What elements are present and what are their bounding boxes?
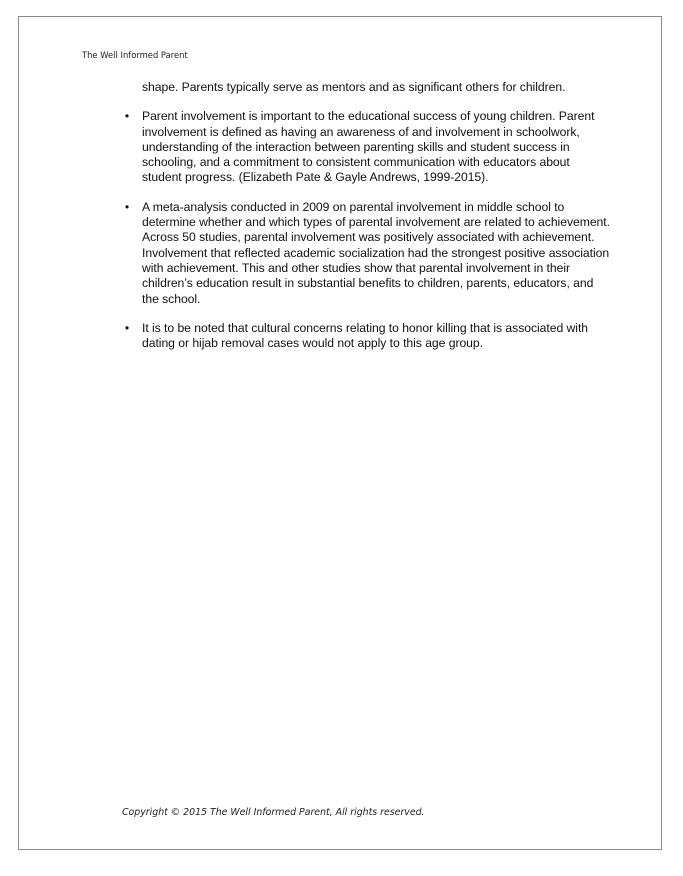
bullet-item — [124, 109, 612, 185]
bullet-icon: • — [124, 320, 130, 335]
bullet-text: Parent involvement is important to the educational success of young children. Parent involvement is defined as having an awareness of and involvement in schoolwork, understanding of the interaction between parenting skills and student success in schooling, and a commitment to consistent communication with educators about student progress. (Elizabeth Pate & Gayle Andrews, 1999-2015). — [142, 109, 595, 185]
document-page — [18, 16, 662, 850]
continuation-paragraph: shape. Parents typically serve as mentors and as significant others for children. — [142, 80, 566, 94]
bullet-item — [124, 199, 612, 307]
bullet-text: It is to be noted that cultural concerns relating to honor killing that is associated with dating or hijab removal cases would not apply to this age group. — [142, 320, 589, 351]
bullet-icon: • — [124, 109, 130, 124]
bullet-text: A meta-analysis conducted in 2009 on parental involvement in middle school to determine whether and which types of parental involvement are related to achievement. Across 50 studies, parental involvement was positively associated with achievement. Involvement that reflected academic socialization had the strongest positive association with achievement. This and other studies show that parental involvement in their children’s education result in substantial benefits to children, parents, educators, and the school. — [142, 199, 610, 306]
bullet-list — [124, 109, 612, 351]
copyright-footer: Copyright © 2015 The Well Informed Parent, All rights reserved. — [122, 807, 425, 818]
bullet-item — [124, 320, 612, 352]
bullet-icon: • — [124, 199, 130, 214]
running-header: The Well Informed Parent — [82, 50, 188, 60]
page-body — [124, 80, 612, 365]
